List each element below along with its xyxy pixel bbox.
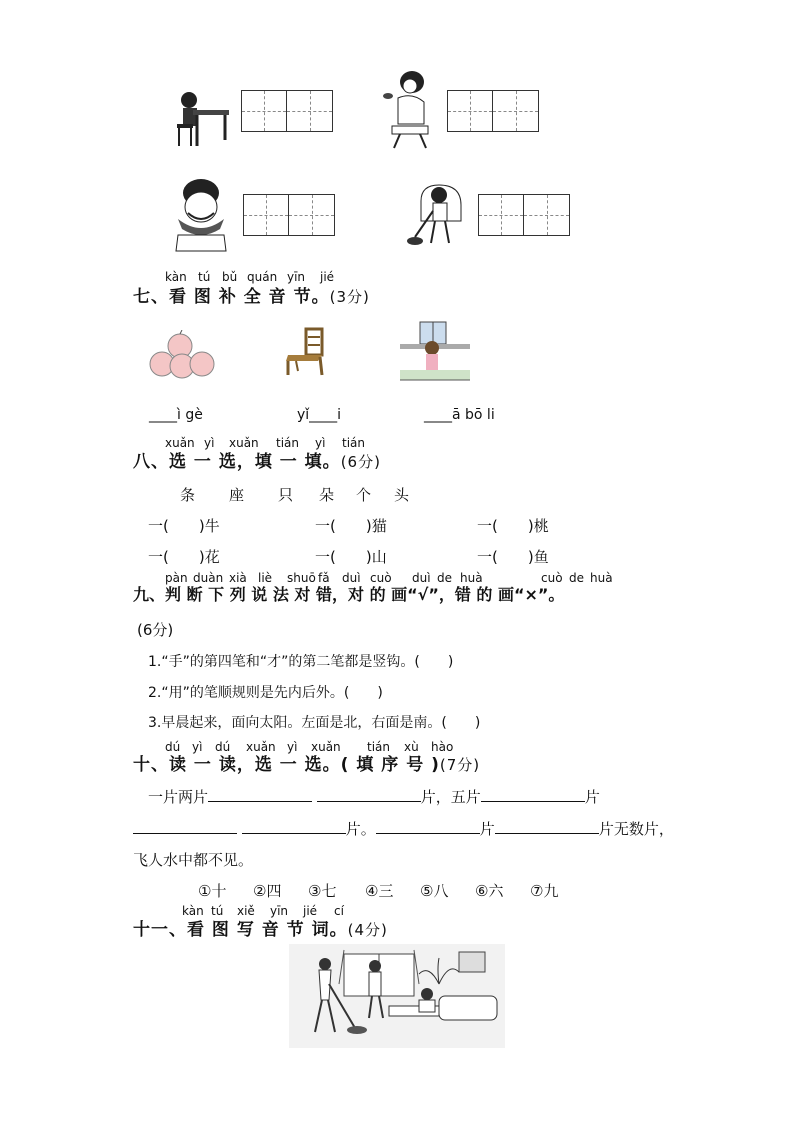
answer-glass[interactable]: ____ā bō li xyxy=(424,407,495,423)
section-9-title: 九、判 断 下 列 说 法 对 错，对 的 画“√”，错 的 画“×”。 xyxy=(133,585,565,604)
answer-chair[interactable]: yǐ____i xyxy=(297,407,342,423)
fill-blank[interactable]: 一( )猫 xyxy=(315,517,387,535)
section-11-title: 十一、看 图 写 音 节 词。(4分) xyxy=(133,920,388,940)
poem-blank[interactable] xyxy=(481,787,585,802)
picture-girl-at-window xyxy=(400,320,470,384)
judge-item-1[interactable]: 1.“手”的第四笔和“才”的第二笔都是竖钩。( ) xyxy=(148,654,454,670)
poem-blank[interactable] xyxy=(495,819,599,834)
writing-grid-3[interactable] xyxy=(243,194,335,236)
poem-line-2: 片。 片 片无数片， xyxy=(133,818,674,839)
writing-grid-1[interactable] xyxy=(241,90,333,132)
picture-child-sweeping xyxy=(405,181,469,249)
poem-blank[interactable] xyxy=(208,787,312,802)
section-7-title: 七、看 图 补 全 音 节。(3分) xyxy=(133,287,370,307)
fill-blank[interactable]: 一( )桃 xyxy=(477,517,549,535)
picture-boy-at-desk xyxy=(165,88,233,150)
fill-blank[interactable]: 一( )花 xyxy=(148,548,220,566)
picture-woman-in-chair xyxy=(380,68,440,152)
picture-family-cleaning xyxy=(289,944,505,1048)
fill-blank[interactable]: 一( )牛 xyxy=(148,517,220,535)
poem-line-1: 一片两片 片，五片 片 xyxy=(148,788,600,806)
picture-apples xyxy=(148,330,216,380)
answer-apple[interactable]: ____ì gè xyxy=(149,407,203,423)
poem-blank[interactable] xyxy=(317,787,421,802)
writing-grid-2[interactable] xyxy=(447,90,539,132)
section-10-title: 十、读 一 读，选 一 选。( 填 序 号 )(7分) xyxy=(133,755,481,775)
picture-chair xyxy=(284,327,326,377)
judge-item-2[interactable]: 2.“用”的笔顺规则是先内后外。( ) xyxy=(148,685,383,701)
picture-boy-eating-watermelon xyxy=(168,177,234,253)
writing-grid-4[interactable] xyxy=(478,194,570,236)
poem-blank[interactable] xyxy=(133,819,237,834)
poem-blank[interactable] xyxy=(376,819,480,834)
section-8-title: 八、选 一 选，填 一 填。(6分) xyxy=(133,452,381,472)
judge-item-3[interactable]: 3.早晨起来，面向太阳。左面是北，右面是南。( ) xyxy=(148,715,481,731)
fill-blank[interactable]: 一( )山 xyxy=(315,548,387,566)
poem-line-3: 飞人水中都不见。 xyxy=(133,851,254,869)
fill-blank[interactable]: 一( )鱼 xyxy=(477,548,549,566)
section-9-score: (6分) xyxy=(137,621,174,639)
poem-blank[interactable] xyxy=(242,819,346,834)
